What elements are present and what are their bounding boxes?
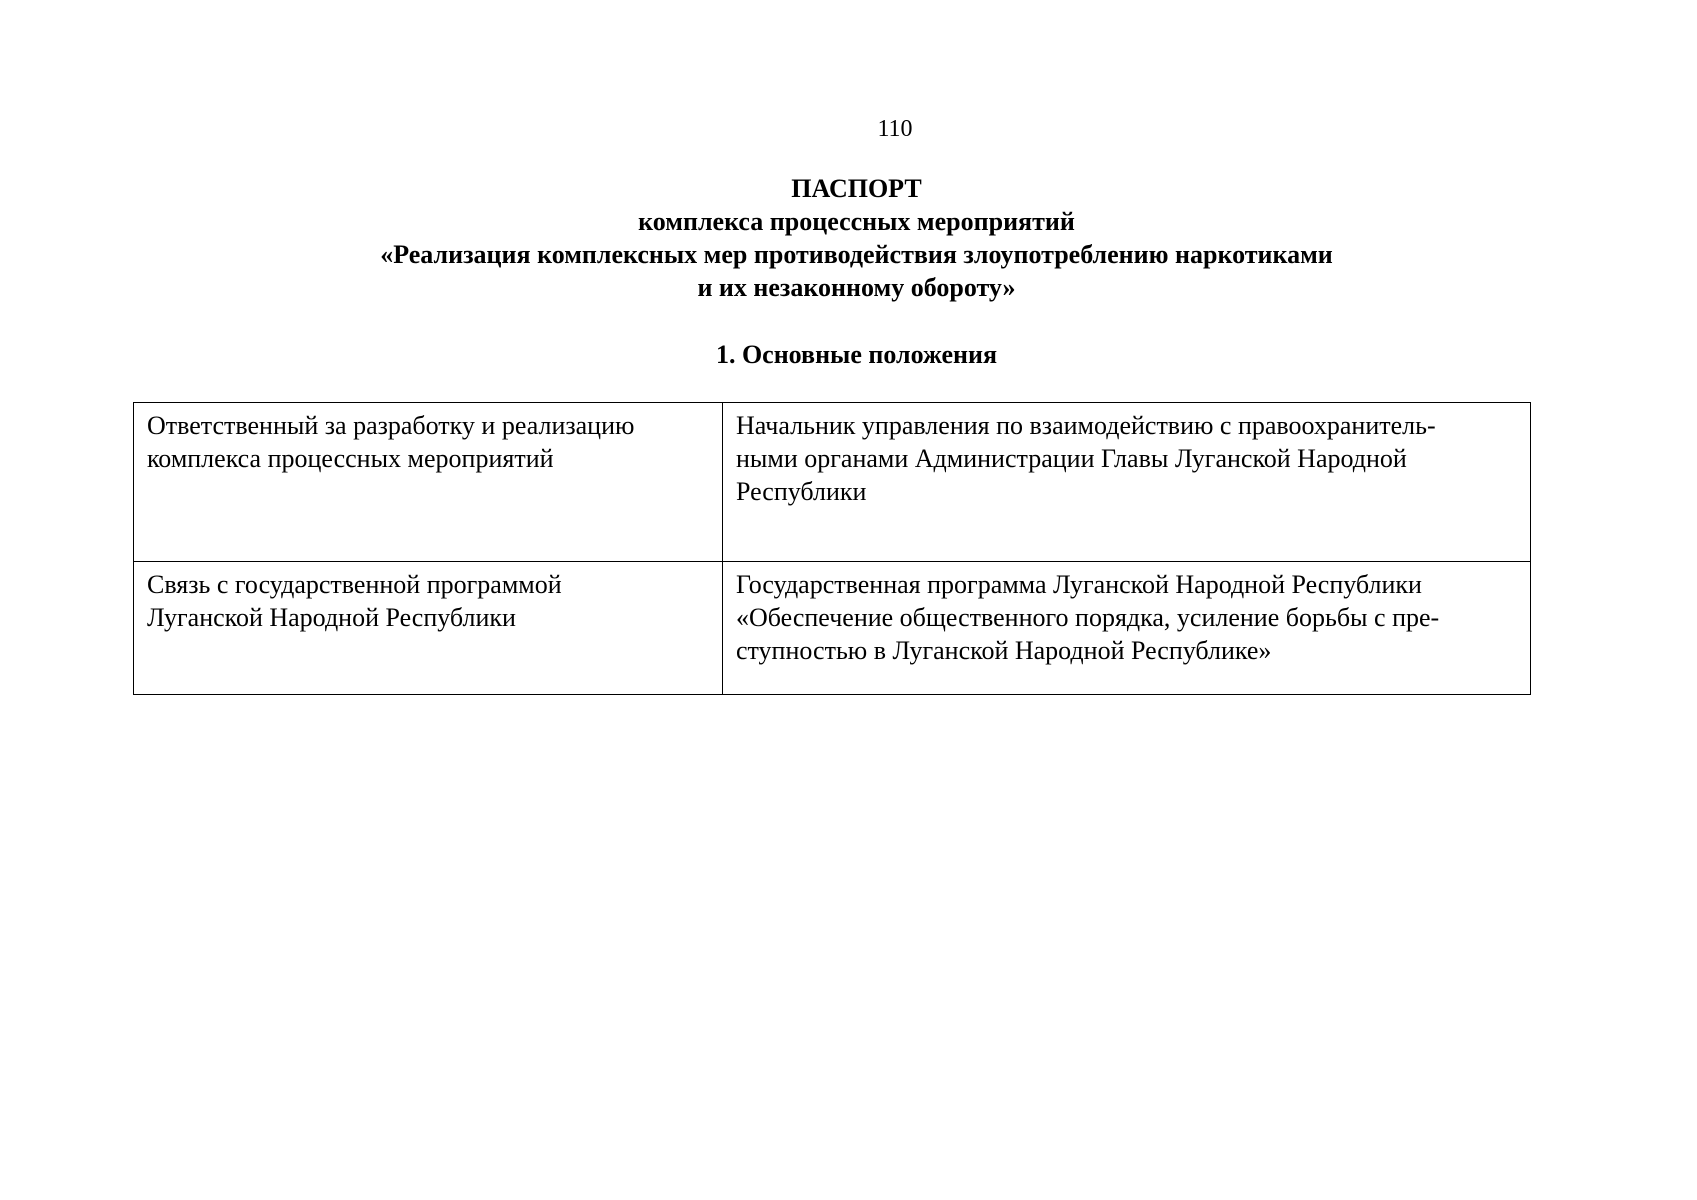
title-line-4: и их незаконному обороту» <box>697 273 1016 302</box>
cell-line: Государственная программа Луганской Народной Республики <box>736 570 1422 599</box>
section-heading: 1. Основные положения <box>715 340 998 369</box>
table-row <box>134 403 1531 562</box>
table-cell-value <box>723 562 1531 695</box>
cell-line: Связь с государственной программой <box>147 570 562 599</box>
document-title <box>0 172 1697 304</box>
cell-line: комплекса процессных мероприятий <box>147 444 554 473</box>
table-cell-label <box>134 403 723 562</box>
cell-line: Начальник управления по взаимодействию с правоохранитель- <box>736 411 1436 440</box>
title-line-1: ПАСПОРТ <box>791 174 922 203</box>
title-line-2: комплекса процессных мероприятий <box>638 207 1075 236</box>
cell-line: Ответственный за разработку и реализацию <box>147 411 635 440</box>
cell-line: «Обеспечение общественного порядка, усиление борьбы с пре- <box>736 603 1440 632</box>
title-line-3: «Реализация комплексных мер противодействия злоупотреблению наркотиками <box>380 240 1333 269</box>
passport-table <box>133 402 1531 695</box>
table-row <box>134 562 1531 695</box>
cell-line: Луганской Народной Республики <box>147 603 516 632</box>
cell-line: ными органами Администрации Главы Луганской Народной <box>736 444 1407 473</box>
table-cell-label <box>134 562 723 695</box>
cell-line: Республики <box>736 477 867 506</box>
page-number: 110 <box>877 116 913 142</box>
cell-line: ступностью в Луганской Народной Республике» <box>736 636 1272 665</box>
table-cell-value <box>723 403 1531 562</box>
